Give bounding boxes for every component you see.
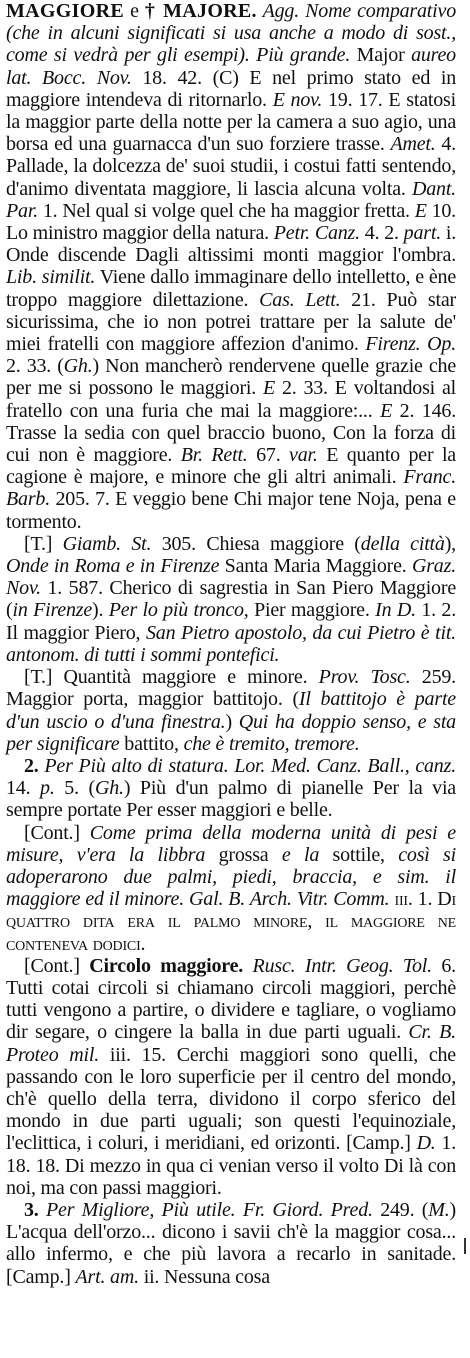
gloss: tremore.	[289, 732, 360, 755]
citation-source: Prov. Tosc.	[318, 666, 411, 689]
citation-source: E	[263, 377, 276, 400]
sense-definition: Per Migliore, Più utile. Fr. Giord. Pred.	[46, 1198, 373, 1221]
headword: MAGGIORE	[6, 0, 124, 22]
citation-text: 14.	[6, 777, 41, 800]
citation-text: 1. 18. 18. Di mezzo in qua ci venian verso il volto Di là con noi, ma con passi maggiori.	[6, 1132, 456, 1199]
citation-text: i. Onde discende Dagli altissimi monti maggior l'ombra.	[6, 222, 457, 267]
entry-sense-3	[6, 1199, 456, 1288]
citation-text: 1. 2. Il maggior Piero,	[6, 599, 457, 644]
citation-text: 4. Pallade, la dolcezza de' suoi studii, i costui fatti sentendo, d'animo diventata maggiore, li lascia alcuna volta.	[6, 133, 456, 200]
citation-text: 67.	[247, 444, 290, 467]
citation-source: D.	[416, 1132, 436, 1155]
citation-source: Franc. Barb.	[6, 466, 456, 511]
citation-source: Cr. B. Proteo mil.	[6, 1021, 456, 1066]
citation-source: Amet.	[390, 133, 436, 156]
citation-source: Art. am.	[75, 1265, 139, 1288]
gloss: così si adoperarono due palmi, piedi, braccia, e sim. il maggiore ed il minore. Gal. B. Arch. Vitr. Comm.	[6, 843, 456, 911]
citation-text: 6. Tutti cotai circoli si chiamano circoli maggiori, perchè tutti vengono a partire, o dividere e tagliare, o vogliamo dir segare, o cingere la balla in due parti uguali.	[6, 954, 456, 1044]
dictionary-page	[6, 0, 456, 1358]
gloss: Per lo più tronco,	[108, 599, 249, 622]
entry-subsection-quantita	[6, 666, 456, 755]
latin-word: Major	[350, 44, 412, 67]
citation-text: ),	[444, 532, 456, 555]
sense-definition: Per Più alto di statura. Lor. Med. Canz. Ball., canz.	[44, 754, 456, 777]
citation-text: ) Più d'un palmo di pianelle Per la via sempre portate Per esser maggiori e belle.	[6, 777, 456, 822]
entry-definition	[6, 0, 456, 533]
citation-text: Pier maggiore.	[248, 599, 376, 622]
citation-text: 4. 2.	[359, 222, 404, 245]
citation-text: sottile,	[319, 843, 399, 866]
citation-text: grossa	[205, 843, 282, 866]
citation-source: var.	[289, 444, 318, 467]
headword-joiner: e	[123, 0, 145, 22]
dagger-mark: †	[144, 0, 164, 22]
sense-number: 2.	[24, 754, 45, 777]
sense-number: 3.	[24, 1198, 46, 1221]
citation-text: 18. 42. (C) E nel primo stato ed in maggiore intendeva di ritornarlo.	[6, 66, 456, 111]
citation-source: Firenz. Op.	[365, 333, 457, 356]
entry-sense-2	[6, 755, 456, 822]
gloss: che è tremito,	[183, 732, 290, 755]
citation-source: aureo lat. Bocc. Nov.	[6, 44, 456, 89]
gloss: e la	[281, 843, 320, 866]
citation-source: Dant. Par.	[6, 177, 456, 222]
gloss: in Firenze	[12, 599, 93, 622]
citation-text: iii. 1. Di quattro dita era il palmo minore, il maggiore ne conteneva dodici.	[6, 888, 456, 955]
citation-text: 19. 17. E statosi la maggior parte della notte per la camera a suo agio, una borsa ed una guarnacca d'un suo forziere trasse.	[6, 88, 456, 156]
editor-mark: M.	[428, 1198, 450, 1221]
gloss: Onde in Roma e in Firenze	[6, 555, 220, 578]
entry-subsection-misure	[6, 822, 456, 955]
citation-text: ii. Nessuna cosa	[138, 1265, 270, 1288]
editor-mark: Gh.	[94, 777, 124, 800]
citation-text: 10. Lo ministro maggior della natura.	[6, 199, 456, 245]
subheading: Circolo maggiore.	[89, 954, 244, 977]
citation-text: 249. (	[372, 1198, 429, 1221]
citation-source: Lib. similit.	[6, 266, 96, 289]
citation-text: ).	[92, 599, 109, 622]
citation-text: 2. 146. Trasse la sedia con quel braccio buono, Con la forza di cui non è maggiore.	[6, 399, 456, 467]
grammar-note: Agg. Nome comparativo (che in alcuni significati si usa anche a modo di sost., come si vedrà per gli esempi). Più grande.	[6, 0, 456, 67]
margin-tick-mark	[464, 1238, 466, 1254]
citation-text: 2. 33. E voltandosi al fratello con una furia che mai la maggiore:...	[6, 377, 456, 422]
entry-subsection-chiesa	[6, 533, 456, 666]
citation-text: 5. (	[54, 777, 95, 800]
citation-text: ) L'acqua dell'orzo... dicono i savii ch'è la maggior cosa... allo infermo, e che più lavora a recarlo in sanitade. [Camp.]	[6, 1198, 456, 1288]
citation-source: p.	[40, 777, 55, 800]
citation-source: part.	[403, 222, 442, 245]
citation-source: E	[380, 399, 393, 422]
citation-text: iii. 15. Cerchi maggiori sono quelli, che passando con le loro superficie per il centro del mondo, ch'è quello della terra, dividono il corpo sferico del mondo in due parti uguali; son questi l'equinoziale, l'eclittica, i coluri, i meridiani, ed orizonti. [Camp.]	[6, 1043, 456, 1155]
citation-text: 2. 33. (	[6, 355, 64, 378]
citation-text: E quanto per la cagione è majore, e minore che gli altri animali.	[6, 444, 456, 489]
gloss: San Pietro apostolo, da cui Pietro è tit. antonom. di tutti i sommi pontefici.	[6, 621, 456, 666]
citation-source: In D.	[375, 599, 416, 622]
editor-mark: Gh.	[63, 355, 93, 378]
spacer-text	[243, 955, 252, 977]
section-marker: [T.]	[24, 666, 64, 689]
citation-source: Cas. Lett.	[259, 288, 341, 311]
citation-text: 1. Nel qual si volge quel che ha maggior fretta.	[37, 199, 415, 222]
citation-source: Rusc. Intr. Geog. Tol.	[252, 954, 432, 977]
gloss: della città	[360, 532, 445, 555]
citation-text: Quantità maggiore e minore.	[63, 666, 319, 689]
citation-source: E	[414, 199, 427, 222]
citation-text: 1. 587. Cherico di sagrestia in San Piero Maggiore (	[6, 577, 456, 622]
citation-text: )	[225, 710, 239, 733]
citation-source: Giamb. St.	[62, 532, 152, 555]
gloss: Il battitojo è parte d'un uscio o d'una finestra.	[6, 688, 456, 733]
section-marker: [T.]	[24, 532, 63, 555]
citation-text: 305. Chiesa maggiore (	[151, 532, 361, 555]
citation-text: 205. 7. E veggio bene Chi major tene Noja, pena e tormento.	[6, 488, 456, 533]
gloss: Come prima della moderna unità di pesi e misure, v'era la libbra	[6, 821, 456, 866]
citation-text: 259. Maggior porta, maggior battitojo. (	[6, 666, 456, 711]
headword-variant: MAJORE.	[163, 0, 257, 22]
citation-text: Santa Maria Maggiore.	[219, 555, 412, 578]
section-marker: [Cont.]	[24, 821, 90, 844]
citation-text: battito,	[119, 732, 184, 755]
citation-source: Br. Rett.	[180, 444, 248, 467]
citation-source: Graz. Nov.	[6, 555, 456, 600]
gloss: Qui ha doppio senso, e sta per significare	[6, 710, 456, 755]
citation-text: ) Non mancherò rendervene quelle grazie che per me si possono le maggiori.	[6, 355, 456, 400]
citation-text: 21. Può star sicurissima, che io non potrei trattare per la salute de' miei fratelli con maggiore affezion d'animo.	[6, 288, 456, 356]
citation-source: Petr. Canz.	[273, 222, 360, 245]
entry-subsection-circolo	[6, 955, 456, 1199]
section-marker: [Cont.]	[24, 954, 90, 977]
citation-text: Viene dallo immaginare dello intelletto, e ène troppo maggiore dilettazione.	[6, 266, 456, 311]
citation-source: E nov.	[272, 88, 323, 111]
